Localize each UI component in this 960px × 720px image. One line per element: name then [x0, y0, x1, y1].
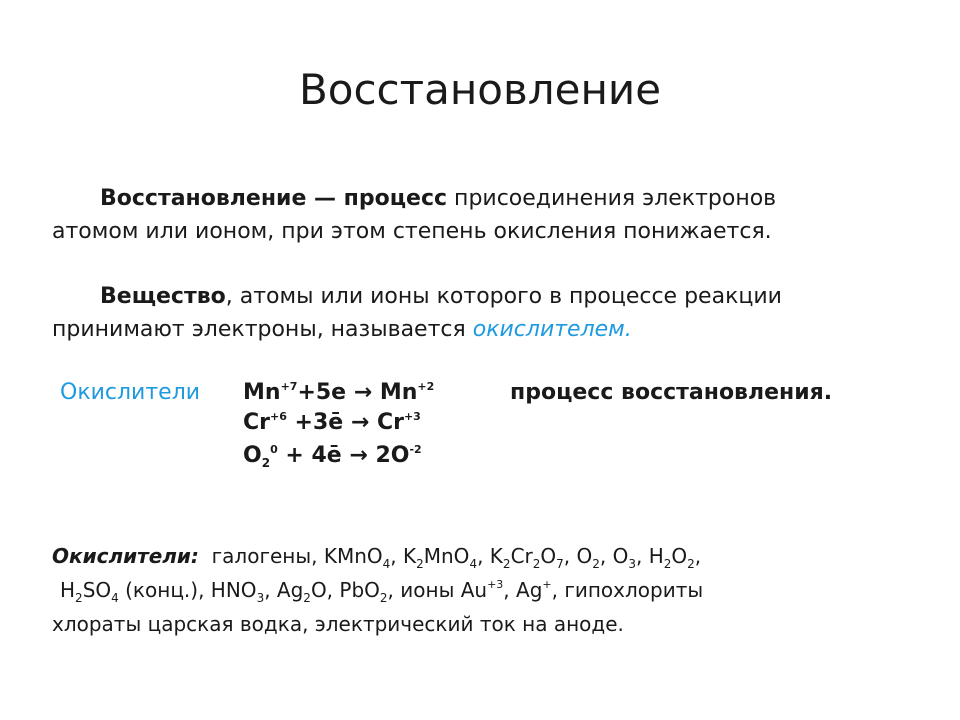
oxidizers-list-label: Окислители: [52, 544, 199, 568]
substance-term: Вещество [100, 284, 226, 309]
oxidizers-row-1: Окислители: галогены, KMnO$_4$, $K_2MnO_4$, $K_2Cr_2O_7$, $O_2$, $O_3$, $H_2O_2$, [52, 544, 702, 571]
definition-term: Восстановление — процесс [100, 186, 448, 211]
substance-paragraph [52, 280, 932, 346]
equation-cr: $Cr^{+6}$ +3ē → $Cr^{+3}$ [243, 410, 421, 435]
definition-paragraph [52, 182, 932, 248]
process-label: процесс восстановления. [510, 380, 833, 405]
oxidizer-term: окислителем. [472, 317, 632, 342]
oxidizers-list [52, 539, 932, 641]
substance-text-2: принимают электроны, называется [52, 317, 473, 342]
equation-o2: $O_2^0$ + 4ē → $2O^{-2}$ [243, 443, 422, 470]
definition-text-2: атомом или ионом, при этом степень окисления понижается. [52, 219, 772, 244]
oxidizers-row-2: $H_2SO_4$ (конц.), $HNO_3$, $Ag_2O$, PbO$_2$, ионы $Au^{+3}$, Ag+, гипохлориты [60, 578, 704, 605]
oxidizers-row-3: хлораты царская водка, электрический ток на аноде. [52, 612, 624, 636]
oxidizers-label: Окислители [60, 380, 201, 405]
substance-text-1: , атомы или ионы которого в процессе реакции [225, 284, 782, 309]
equation-mn: $Mn^{+7}+5e \to Mn^{+2}$ [243, 380, 435, 405]
slide-title: Восстановление [298, 65, 662, 114]
definition-text-1: присоединения электронов [447, 186, 777, 211]
